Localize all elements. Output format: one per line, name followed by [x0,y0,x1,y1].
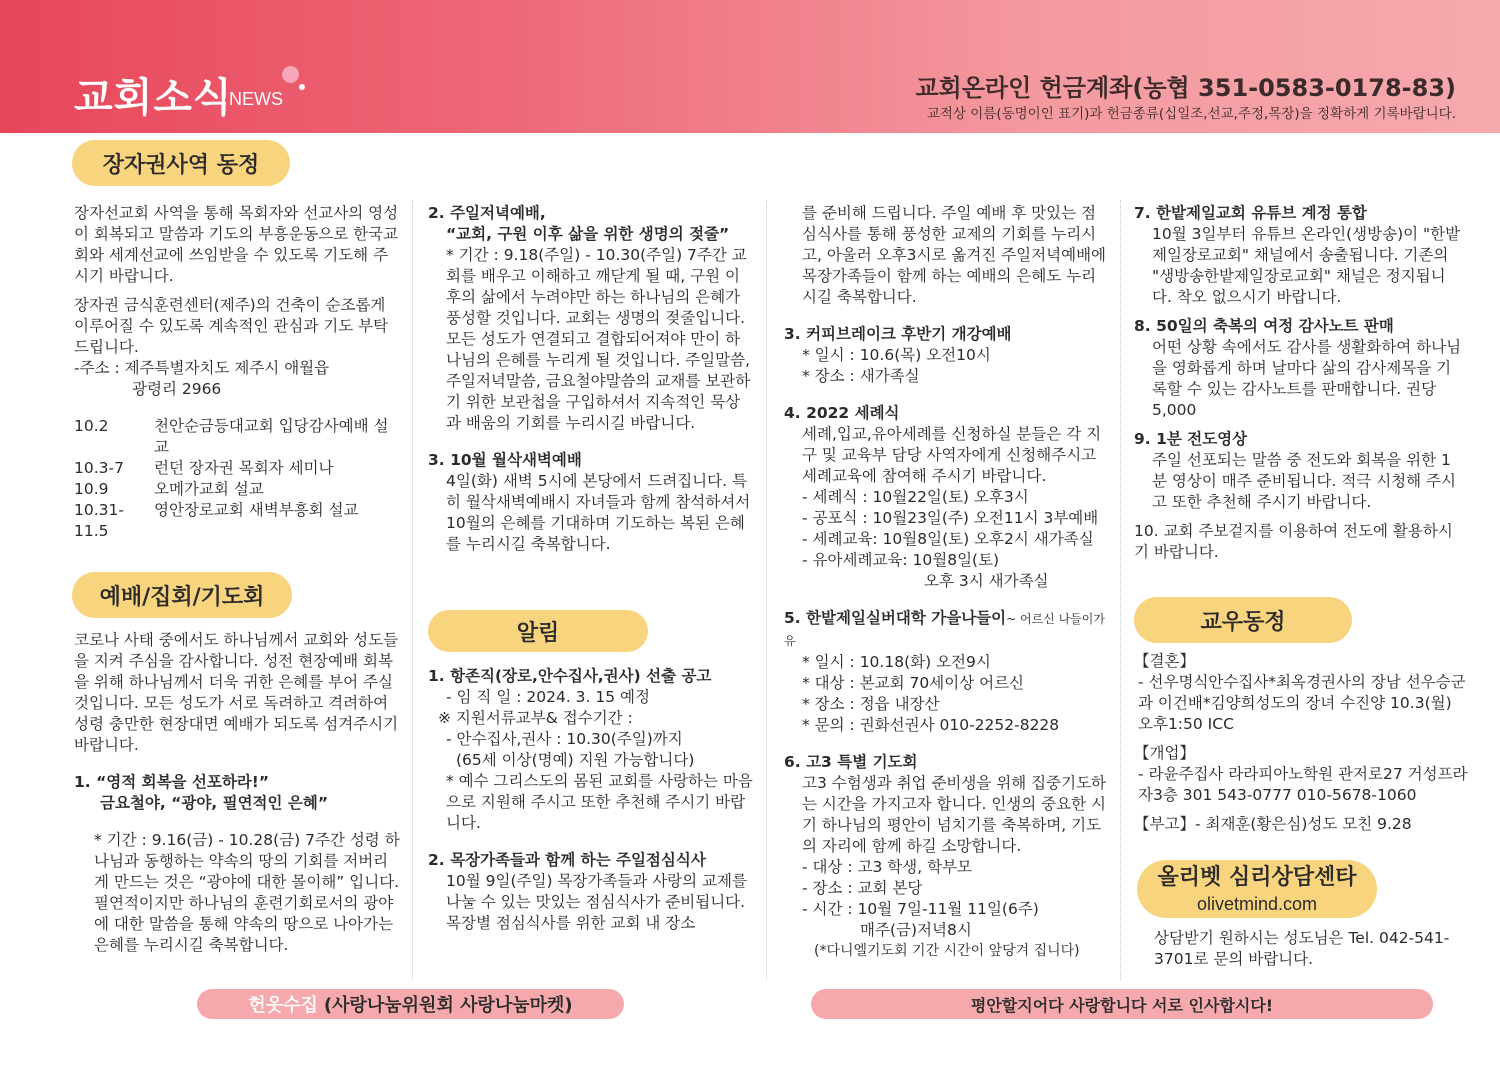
item-line: (*다니엘기도회 기간 시간이 앞당겨 집니다) [814,943,1080,959]
schedule-date: 10.9 [74,480,109,498]
column-2-top [428,203,754,555]
footer-greeting: 평안할지어다 사랑합니다 서로 인사합시다! [811,989,1433,1019]
item-line: - 대상 : 고3 학생, 학부모 [802,858,973,876]
item-line: * 장소 : 새가족실 [802,367,920,385]
column-3 [784,203,1110,962]
decor-dot-icon [282,66,299,83]
item-line: (65세 이상(명예) 지원 가능합니다) [456,751,695,769]
item-line: - 장소 : 교회 본당 [802,879,923,897]
item-body: 세례,입교,유아세례를 신청하실 분들은 각 지구 및 교육부 담당 사역자에게 신청해주시고 세례교육에 참여해 주시기 바랍니다. [802,425,1102,485]
account-title: 교회온라인 헌금계좌(농협 351-0583-0178-83) [915,74,1456,102]
schedule-date: 10.31-11.5 [74,501,124,540]
item-body: 10월 9일(주일) 목장가족들과 사랑의 교제를 나눌 수 있는 맛있는 점심식사가 준비됩니다. 목장별 점심식사를 위한 교회 내 장소 [446,872,747,932]
item-label: 【결혼】 [1134,652,1195,670]
item-line: * 문의 : 권화선권사 010-2252-8228 [802,716,1060,734]
item-body: 를 준비해 드립니다. 주일 예배 후 맛있는 점심식사를 통해 풍성한 교제의 기회를 누리시고, 아울러 오후3시로 옮겨진 주일저녁예배에 목장가족들이 함께 하는 예배의 은혜도 누리시길 축복합니다. [802,204,1107,306]
item-title: 1. “영적 회복을 선포하라!” [74,773,270,791]
paragraph: 코로나 사태 중에서도 하나님께서 교회와 성도들을 지켜 주심을 감사합니다. 성전 현장예배 회복을 위해 하나님께서 더욱 귀한 은혜를 부어 주실 것입니다. 모든 성도가 서로 독려하고 격려하여 성령 충만한 현장대면 예배가 되도록 섬겨주시기 바랍니다. [74,631,399,754]
footer-highlight: 헌옷수집 [248,995,318,1016]
item-body: 4일(화) 새벽 5시에 본당에서 드려집니다. 특히 월삭새벽예배시 자녀들과 함께 참석하셔서 10월의 은혜를 기대하며 기도하는 복된 은혜를 누리시길 축복합니다. [446,472,751,553]
item-body: * 기간 : 9.16(금) - 10.28(금) 7주간 성령 하나님과 동행하는 약속의 땅의 기회를 저버리게 만드는 것은 “광야에 대한 몰이해” 입니다. 필연적이지만 하나님의 훈련기회로서의 광야에 대한 말씀을 통해 약속의 땅으로 나아가는 은혜를 누리시길 축복합니다. [94,831,400,954]
item-title: “교회, 구원 이후 삶을 위한 생명의 젖줄” [446,225,730,243]
item-body: 주일 선포되는 말씀 중 전도와 회복을 위한 1분 영상이 매주 준비됩니다. 적극 시청해 주시고 또한 추천해 주시기 바랍니다. [1152,451,1457,511]
item-body: 【부고】- 최재훈(황은심)성도 모친 9.28 [1134,815,1412,833]
item-title: 3. 커피브레이크 후반기 개강예배 [784,325,1012,343]
item-line: * 예수 그리스도의 몸된 교회를 사랑하는 마음으로 지원해 주시고 또한 추천해 주시기 바랍니다. [446,772,753,832]
item-body: - 라윤주집사 라라피아노학원 관저로27 거성프라자3층 301 543-0777 010-5678-1060 [1138,765,1468,804]
item-line: - 세례교육: 10월8일(토) 오후2시 새가족실 [802,530,1094,548]
section-title-jangjakwon: 장자권사역 동정 [72,140,290,186]
item-title: 2. 목장가족들과 함께 하는 주일점심식사 [428,851,706,869]
item-line: - 시간 : 10월 7일-11월 11일(6주) [802,900,1039,918]
item-title: 5. 한밭제일실버대학 가을나들이 [784,609,1007,627]
item-title: 3. 10월 월삭새벽예배 [428,451,582,469]
item-body: 어떤 상황 속에서도 감사를 생활화하여 하나님을 영화롭게 하며 날마다 삶의 감사제목을 기록할 수 있는 감사노트를 판매합니다. 권당 5,000 [1152,338,1462,419]
schedule-text: 오메가교회 설교 [154,480,264,498]
item-body: 10. 교회 주보겉지를 이용하여 전도에 활용하시기 바랍니다. [1134,522,1453,561]
item-title: 2. 주일저녁예배, [428,204,546,222]
item-title: 9. 1분 전도영상 [1134,430,1248,448]
address-line: -주소 : 제주특별자치도 제주시 애월읍 [74,359,330,377]
schedule-text: 천안순금등대교회 입당감사예배 설교 [154,417,389,456]
item-title: 7. 한밭제일교회 유튜브 계정 통합 [1134,204,1367,222]
item-title: 6. 고3 특별 기도회 [784,753,918,771]
brand-title: 교회소식 [74,75,233,121]
item-title: 4. 2022 세례식 [784,404,900,422]
item-line: 오후 3시 새가족실 [924,572,1049,590]
item-line: * 장소 : 정읍 내장산 [802,695,940,713]
section-title-notice: 알림 [428,610,648,652]
schedule-text: 영안장로교회 새벽부흥회 설교 [154,501,359,519]
column-2-bottom [428,666,754,934]
item-line: * 일시 : 10.6(목) 오전10시 [802,346,991,364]
item-title: 금요철야, “광야, 필연적인 은혜” [100,794,329,812]
item-line: 매주(금)저녁8시 [860,921,972,939]
item-body: * 기간 : 9.18(주일) - 10.30(주일) 7주간 교회를 배우고 이해하고 깨닫게 될 때, 구원 이후의 삶에서 누려야만 하는 하나님의 은혜가 풍성할 것입니다. 교회는 생명의 젖줄입니다. 모든 성도가 연결되고 결합되어져야 만이 하나님의 은혜를 누리게 될 것입니다. 주일말씀, 주일저녁말씀, 금요철야말씀의 교재를 보관하기 위한 보관첩을 구입하셔서 지속적인 묵상과 배움의 기회를 누리시길 바랍니다. [446,246,751,432]
olivet-title: 올리벳 심리상담센타 [1157,865,1357,890]
item-line: ※ 지원서류교부& 접수기간 : [438,709,633,727]
item-line: - 공포식 : 10월23일(주) 오전11시 3부예배 [802,509,1099,527]
item-body: 고3 수험생과 취업 준비생을 위해 집중기도하는 시간을 가지고자 합니다. 인생의 중요한 시기 하나님의 평안이 넘치기를 축복하며, 기도의 자리에 함께 하길 소망합니다. [802,774,1107,855]
schedule-list [74,416,400,542]
column-1-top [74,203,400,542]
olivet-url[interactable]: olivetmind.com [1196,894,1318,914]
paragraph: 장자선교회 사역을 통해 목회자와 선교사의 영성이 회복되고 말씀과 기도의 부흥운동으로 한국교회와 세계선교에 쓰임받을 수 있도록 기도해 주시기 바랍니다. [74,204,399,285]
item-title: 1. 항존직(장로,안수집사,권사) 선출 공고 [428,667,712,685]
column-divider [1120,200,1121,980]
address-line: 광령리 2966 [132,380,222,398]
item-line: - 안수집사,권사 : 10.30(주일)까지 [446,730,683,748]
item-body: 10월 3일부터 유튜브 온라인(생방송)이 "한밭제일장로교회" 채널에서 송출됩니다. 기존의 "생방송한밭제일장로교회" 채널은 정지됩니다. 착오 없으시기 바랍니다. [1152,225,1461,306]
item-title-small: ~ 어르신 나들이가유 [784,612,1105,648]
column-4-bottom [1134,651,1468,835]
decor-dot-small-icon [299,84,305,90]
item-line: * 일시 : 10.18(화) 오전9시 [802,653,991,671]
item-line: - 유아세례교육: 10월8일(토) [802,551,1000,569]
section-title-members: 교우동정 [1134,597,1352,643]
item-line: - 임 직 일 : 2024. 3. 15 예정 [446,688,650,706]
paragraph: 장자권 금식훈련센터(제주)의 건축이 순조롭게 이루어질 수 있도록 계속적인 관심과 기도 부탁드립니다. [74,296,389,356]
item-line: - 세례식 : 10월22일(토) 오후3시 [802,488,1029,506]
item-title: 8. 50일의 축복의 여정 감사노트 판매 [1134,317,1394,335]
item-line: * 대상 : 본교회 70세이상 어르신 [802,674,1025,692]
schedule-date: 10.3-7 [74,459,124,477]
column-divider [412,200,413,980]
brand-subtitle: NEWS [229,89,283,109]
column-divider [766,200,767,980]
item-label: 【개업】 [1134,744,1195,762]
item-body: - 선우명식안수집사*최옥경권사의 장남 선우승군과 이건배*김양희성도의 장녀 수진양 10.3(월) 오후1:50 ICC [1138,673,1466,733]
column-4-top [1134,203,1464,563]
header-banner [0,0,1500,133]
account-note: 교적상 이름(동명이인 표기)과 헌금종류(십일조,선교,주정,목장)을 정확하게 기록바랍니다. [926,106,1456,122]
footer-clothes-collection [197,989,624,1019]
footer-text: (사랑나눔위원회 사랑나눔마켓) [323,995,573,1016]
column-1-bottom [74,630,400,956]
olivet-badge [1137,860,1377,918]
schedule-date: 10.2 [74,417,109,435]
schedule-text: 런던 장자권 목회자 세미나 [154,459,334,477]
olivet-body: 상담받기 원하시는 성도님은 Tel. 042-541-3701로 문의 바랍니다. [1154,929,1450,968]
section-title-worship: 예배/집회/기도회 [72,572,292,618]
